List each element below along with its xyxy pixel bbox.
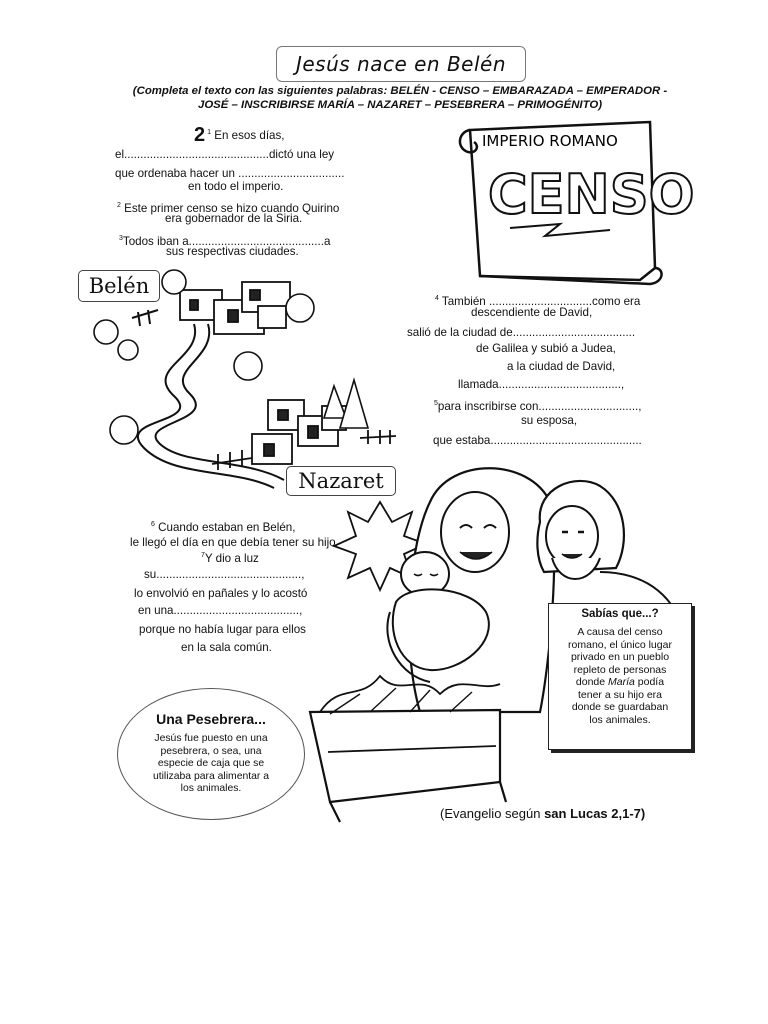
scroll-header-text: IMPERIO ROMANO: [482, 132, 618, 150]
did-you-know-italic: María: [608, 676, 635, 688]
nazaret-label: Nazaret: [286, 466, 396, 496]
verse-number: 6: [151, 521, 155, 528]
verse-number: 1: [207, 129, 212, 136]
paragraph-2-line-7: [434, 397, 642, 414]
paragraph-3-line-5: lo envolvió en pañales y lo acostó: [134, 587, 308, 600]
paragraph-3-line-8: en la sala común.: [181, 641, 272, 654]
did-you-know-text: podía: [634, 676, 665, 688]
gospel-reference: [440, 806, 645, 821]
did-you-know-title: Sabías que...?: [581, 608, 659, 620]
belen-label: Belén: [78, 270, 160, 302]
paragraph-2-line-9: que estaba...............................................: [433, 434, 642, 447]
paragraph-2-line-3: salió de la ciudad de......................................: [407, 326, 636, 339]
verse-text: Este primer censo se hizo cuando Quirino: [124, 201, 340, 215]
manger-definition-line: los animales.: [180, 783, 242, 794]
paragraph-3-line-3: [201, 549, 259, 566]
paragraph-1-line-6: era gobernador de la Siria.: [165, 212, 303, 225]
paragraph-3-line-1: [151, 518, 295, 535]
verse-text: para inscribirse con...............................,: [437, 399, 642, 413]
paragraph-3-line-4: su.............................................,: [144, 568, 305, 581]
paragraph-1-line-3: que ordenaba hacer un .................................: [115, 167, 345, 180]
did-you-know-line: tener a su hijo era: [577, 688, 663, 701]
verse-number: 3: [119, 235, 123, 242]
verse-text: También ................................como era: [441, 294, 641, 308]
verse-number: 4: [435, 295, 439, 302]
verse-number: 7: [201, 552, 205, 559]
verse-text: En esos días,: [214, 128, 285, 142]
did-you-know-line: romano, el único lugar: [568, 638, 672, 651]
did-you-know-box: [548, 603, 692, 750]
manger-definition-oval: [117, 688, 305, 820]
did-you-know-line: los animales.: [589, 713, 651, 726]
did-you-know-body: [549, 626, 691, 726]
did-you-know-line: [553, 676, 687, 689]
verse-number: 5: [434, 400, 438, 407]
paragraph-2-line-5: a la ciudad de David,: [507, 360, 616, 373]
paragraph-2-line-8: su esposa,: [521, 414, 578, 427]
census-scroll-illustration: [450, 118, 695, 286]
instructions: [110, 84, 690, 112]
page-title: Jesús nace en Belén: [276, 46, 526, 82]
verse-text: Cuando estaban en Belén,: [158, 520, 296, 534]
did-you-know-line: privado en un pueblo: [570, 651, 670, 663]
paragraph-1-line-4: en todo el imperio.: [188, 180, 284, 193]
manger-definition-line: pesebrera, o sea, una: [160, 745, 262, 757]
did-you-know-line: repleto de personas: [573, 663, 667, 676]
paragraph-2-line-2: descendiente de David,: [471, 306, 593, 319]
paragraph-1-line-8: sus respectivas ciudades.: [166, 245, 299, 258]
paragraph-3-line-2: le llegó el día en que debía tener su hijo.: [130, 536, 339, 549]
paragraph-3-line-6: en una.......................................,: [138, 604, 303, 617]
verse-number: 2: [117, 202, 121, 209]
instructions-line-2: JOSÉ – INSCRIBIRSE MARÍA – NAZARET – PESEBRERA – PRIMOGÉNITO): [197, 99, 602, 111]
gospel-reference-citation: san Lucas 2,1-7): [544, 806, 646, 821]
did-you-know-line: A causa del censo: [577, 626, 663, 638]
paragraph-1-line-1: [194, 123, 285, 146]
manger-definition-line: Jesús fue puesto en una: [154, 733, 268, 744]
manger-definition-line: especie de caja que se: [157, 758, 265, 769]
paragraph-2-line-4: de Galilea y subió a Judea,: [476, 342, 616, 355]
manger-definition-title: Una Pesebrera...: [156, 711, 266, 727]
manger-definition-body: [118, 733, 304, 796]
paragraph-2-line-6: llamada......................................,: [458, 378, 625, 391]
scroll-census-word: CENSO: [488, 163, 695, 226]
paragraph-1-line-2: el.............................................dictó una ley: [115, 148, 335, 161]
gospel-reference-prefix: (Evangelio según: [440, 806, 545, 821]
instructions-line-1: (Completa el texto con las siguientes palabras: BELÉN - CENSO – EMBARAZADA – EMPERADOR -: [132, 85, 668, 97]
did-you-know-text: donde: [575, 676, 609, 688]
paragraph-3-line-7: porque no había lugar para ellos: [139, 623, 306, 636]
manger-definition-line: utilizaba para alimentar a: [152, 770, 270, 782]
verse-text: Todos iban a..........................................a: [122, 234, 331, 248]
did-you-know-line: donde se guardaban: [571, 701, 669, 713]
verse-text: Y dio a luz: [204, 551, 259, 565]
chapter-number: 2: [194, 123, 206, 146]
